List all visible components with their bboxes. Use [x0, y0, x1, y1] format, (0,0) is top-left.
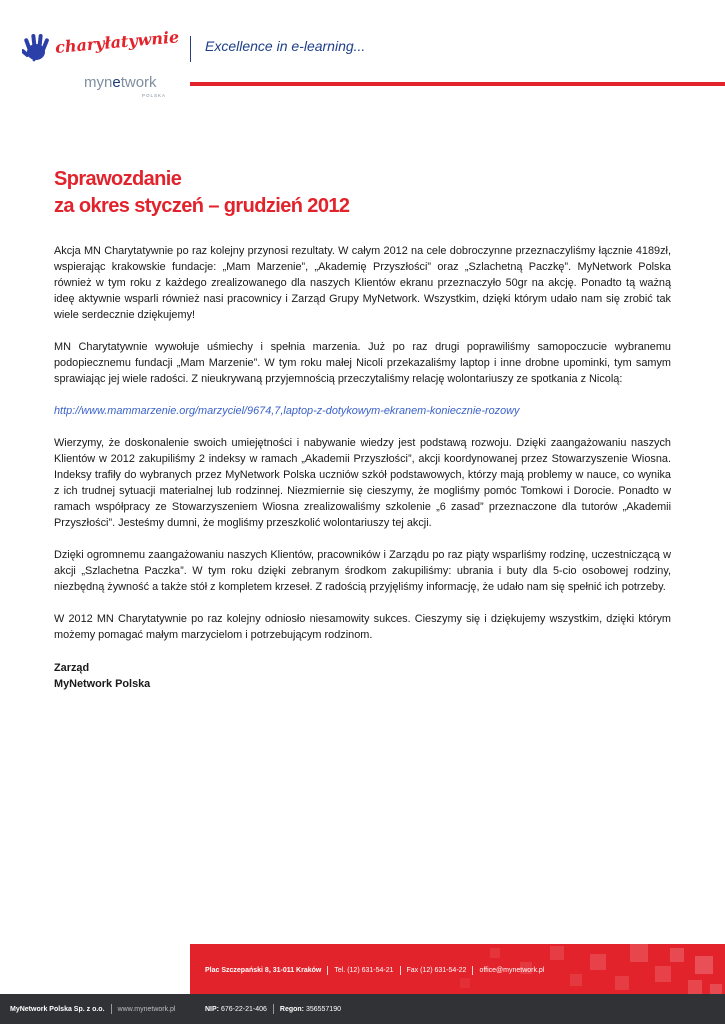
logo-my-part: myn	[84, 74, 113, 91]
paragraph-4: Dzięki ogromnemu zaangażowaniu naszych Klientów, pracowników i Zarządu po raz piąty wsparliśmy rodzinę, uczestniczącą w akcji „Szlachetna Paczka”. W tym roku dzięki zebranym środkom zakupiliśmy: ubrania i buty dla 5-cio osobowej rodziny, niezbędną żywność a także stół z kompletem krzeseł. Z radością przyjęliśmy informację, że udało nam się spełnić ich potrzeby.	[54, 549, 671, 593]
footer-registration	[205, 1004, 341, 1014]
signature	[54, 660, 150, 692]
signature-line-2: MyNetwork Polska	[54, 678, 151, 690]
tagline: Excellence in e-learning...	[205, 38, 366, 54]
footer-regon-value: 356557190	[305, 1005, 341, 1013]
paragraph-2: MN Charytatywnie wywołuje uśmiechy i spełnia marzenia. Już po raz drugi poprawiliśmy samopoczucie wybranemu podopiecznemu fundacji „Mam Marzenie”. W tym roku małej Nicoli przekazaliśmy laptop i inne drobne upominki, tym samym sprawiając jej wiele radości. Z nieukrywaną przyjemnością przeczytaliśmy relację wolontariuszy ze spotkania z Nicolą:	[54, 341, 671, 385]
report-body	[54, 243, 671, 659]
charytatywnie-logo	[22, 27, 182, 100]
header-red-line	[190, 82, 725, 86]
page-header	[0, 0, 725, 100]
page-title	[54, 166, 349, 220]
footer-fax: Fax (12) 631-54-22	[406, 967, 467, 975]
footer-separator	[400, 966, 401, 975]
title-line-2: za okres styczeń – grudzień 2012	[54, 195, 350, 217]
footer-contact-text	[205, 966, 544, 975]
footer-company-bar	[0, 994, 725, 1024]
logo-rest-part: twork	[120, 74, 157, 91]
logo-e-part: e	[112, 74, 121, 91]
title-line-1: Sprawozdanie	[54, 168, 182, 190]
hand-icon	[22, 30, 52, 64]
paragraph-1: Akcja MN Charytatywnie po raz kolejny przynosi rezultaty. W całym 2012 na cele dobroczynne przeznaczyliśmy łącznie 4189zł, wspierając krakowskie fundacje: „Mam Marzenie”, „Akademię Przyszłości” oraz „Szlachetną Paczkę”. MyNetwork Polska również w tym roku z każdego zrealizowanego dla naszych Klientów ekranu przeznaczyło 50gr na akcję. Ponadto tą ważną ideę aktywnie wsparli również nasi pracownicy i Zarząd Grupy MyNetwork. Wszystkim, dzięki którym udało nam się zrobić tak wiele serdecznie dziękujemy!	[54, 245, 671, 321]
header-divider	[190, 36, 191, 62]
footer-address: Plac Szczepański 8, 31-011 Kraków	[205, 967, 322, 975]
footer-company-name: MyNetwork Polska Sp. z o.o.	[10, 1005, 105, 1013]
footer-www[interactable]: www.mynetwork.pl	[117, 1005, 176, 1013]
footer-regon-label: Regon:	[279, 1005, 304, 1013]
footer-nip-value: 676-22-21-406	[220, 1005, 267, 1013]
footer-email[interactable]: office@mynetwork.pl	[479, 967, 545, 975]
footer-company	[10, 1004, 176, 1014]
footer-nip-label: NIP:	[205, 1005, 219, 1013]
footer-separator	[472, 966, 473, 975]
footer-separator	[327, 966, 328, 975]
paragraph-3: Wierzymy, że doskonalenie swoich umiejętności i nabywanie wiedzy jest podstawą rozwoju. Dzięki zaangażowaniu naszych Klientów w 2012 zakupiliśmy 2 indeksy w ramach „Akademii Przyszłości”, akcji koordynowanej przez Stowarzyszenie Wiosna. Indeksy trafiły do wybranych przez MyNetwork Polska uczniów szkół podstawowych, którzy mają problemy w nauce, co wynika z ich trudnej sytuacji materialnej lub rodzinnej. Niezmiernie się cieszymy, że mogliśmy pomóc Tomkowi i Dorocie. Ponadto w ramach współpracy ze Stowarzyszeniem Wiosna zrealizowaliśmy szkolenie „6 zasad” przeznaczone dla tutorów „Akademii Przyszłości”. Jesteśmy dumni, że mogliśmy przeszkolić wolontariuszy tej akcji.	[54, 437, 671, 529]
paragraph-5: W 2012 MN Charytatywnie po raz kolejny odniosło niesamowity sukces. Cieszymy się i dziękujemy wszystkim, dzięki którym możemy pomagać małym marzycielom i potrzebującym rodzinom.	[54, 613, 671, 641]
logo-mynetwork-text	[84, 74, 157, 91]
footer-separator	[273, 1004, 274, 1014]
logo-polska-text: POLSKA	[142, 93, 167, 98]
logo-charytatywnie-text: charyłatywnie	[54, 27, 180, 57]
footer-separator	[111, 1004, 112, 1014]
signature-line-1: Zarząd	[54, 662, 90, 674]
footer-contact-bar	[190, 944, 725, 1000]
mammarzenie-link[interactable]: http://www.mammarzenie.org/marzyciel/9674,7,laptop-z-dotykowym-ekranem-koniecznie-rozowy	[54, 405, 520, 417]
footer-tel: Tel. (12) 631-54-21	[334, 967, 394, 975]
